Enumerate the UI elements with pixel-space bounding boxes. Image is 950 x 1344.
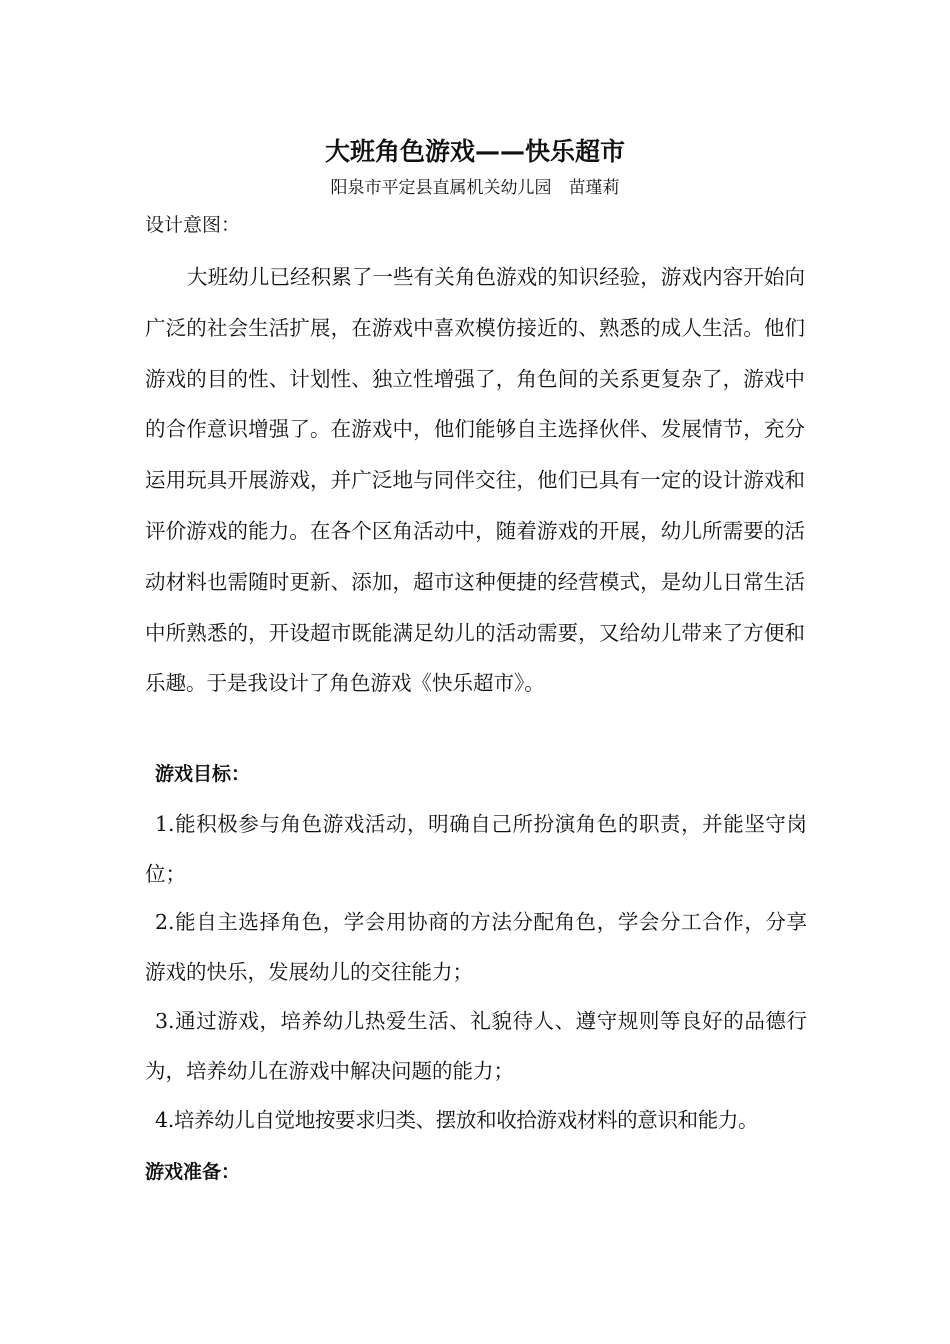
preparation-heading: 游戏准备： [145,1161,241,1183]
design-intent-paragraph: 大班幼儿已经积累了一些有关角色游戏的知识经验，游戏内容开始向广泛的社会生活扩展，在游戏中喜欢模仿接近的、熟悉的成人生活。他们游戏的目的性、计划性、独立性增强了，角色间的关系更复杂了，游戏中的合作意识增强了。在游戏中，他们能够自主选择伙伴、发展情节，充分运用玩具开展游戏，并广泛地与同伴交往，他们已具有一定的设计游戏和评价游戏的能力。在各个区角活动中，随着游戏的开展，幼儿所需要的活动材料也需随时更新、添加，超市这种便捷的经营模式，是幼儿日常生活中所熟悉的，开设超市既能满足幼儿的活动需要，又给幼儿带来了方便和乐趣。于是我设计了角色游戏《快乐超市》。 [145,265,805,696]
goal-item: 1.能积极参与角色游戏活动，明确自己所扮演角色的职责，并能坚守岗位； [145,812,807,886]
document-title: 大班角色游戏——快乐超市 [324,137,625,166]
design-intent-label: 设计意图： [145,214,241,236]
goals-heading: 游戏目标： [155,763,251,785]
goal-item: 2.能自主选择角色，学会用协商的方法分配角色，学会分工合作，分享游戏的快乐，发展幼儿的交往能力； [145,910,807,984]
goal-item: 3.通过游戏，培养幼儿热爱生活、礼貌待人、遵守规则等良好的品德行为，培养幼儿在游戏中解决问题的能力； [145,1009,807,1083]
goal-item: 4.培养幼儿自觉地按要求归类、摆放和收拾游戏材料的意识和能力。 [155,1108,759,1132]
document-author: 阳泉市平定县直属机关幼儿园 苗瑾莉 [330,178,620,198]
